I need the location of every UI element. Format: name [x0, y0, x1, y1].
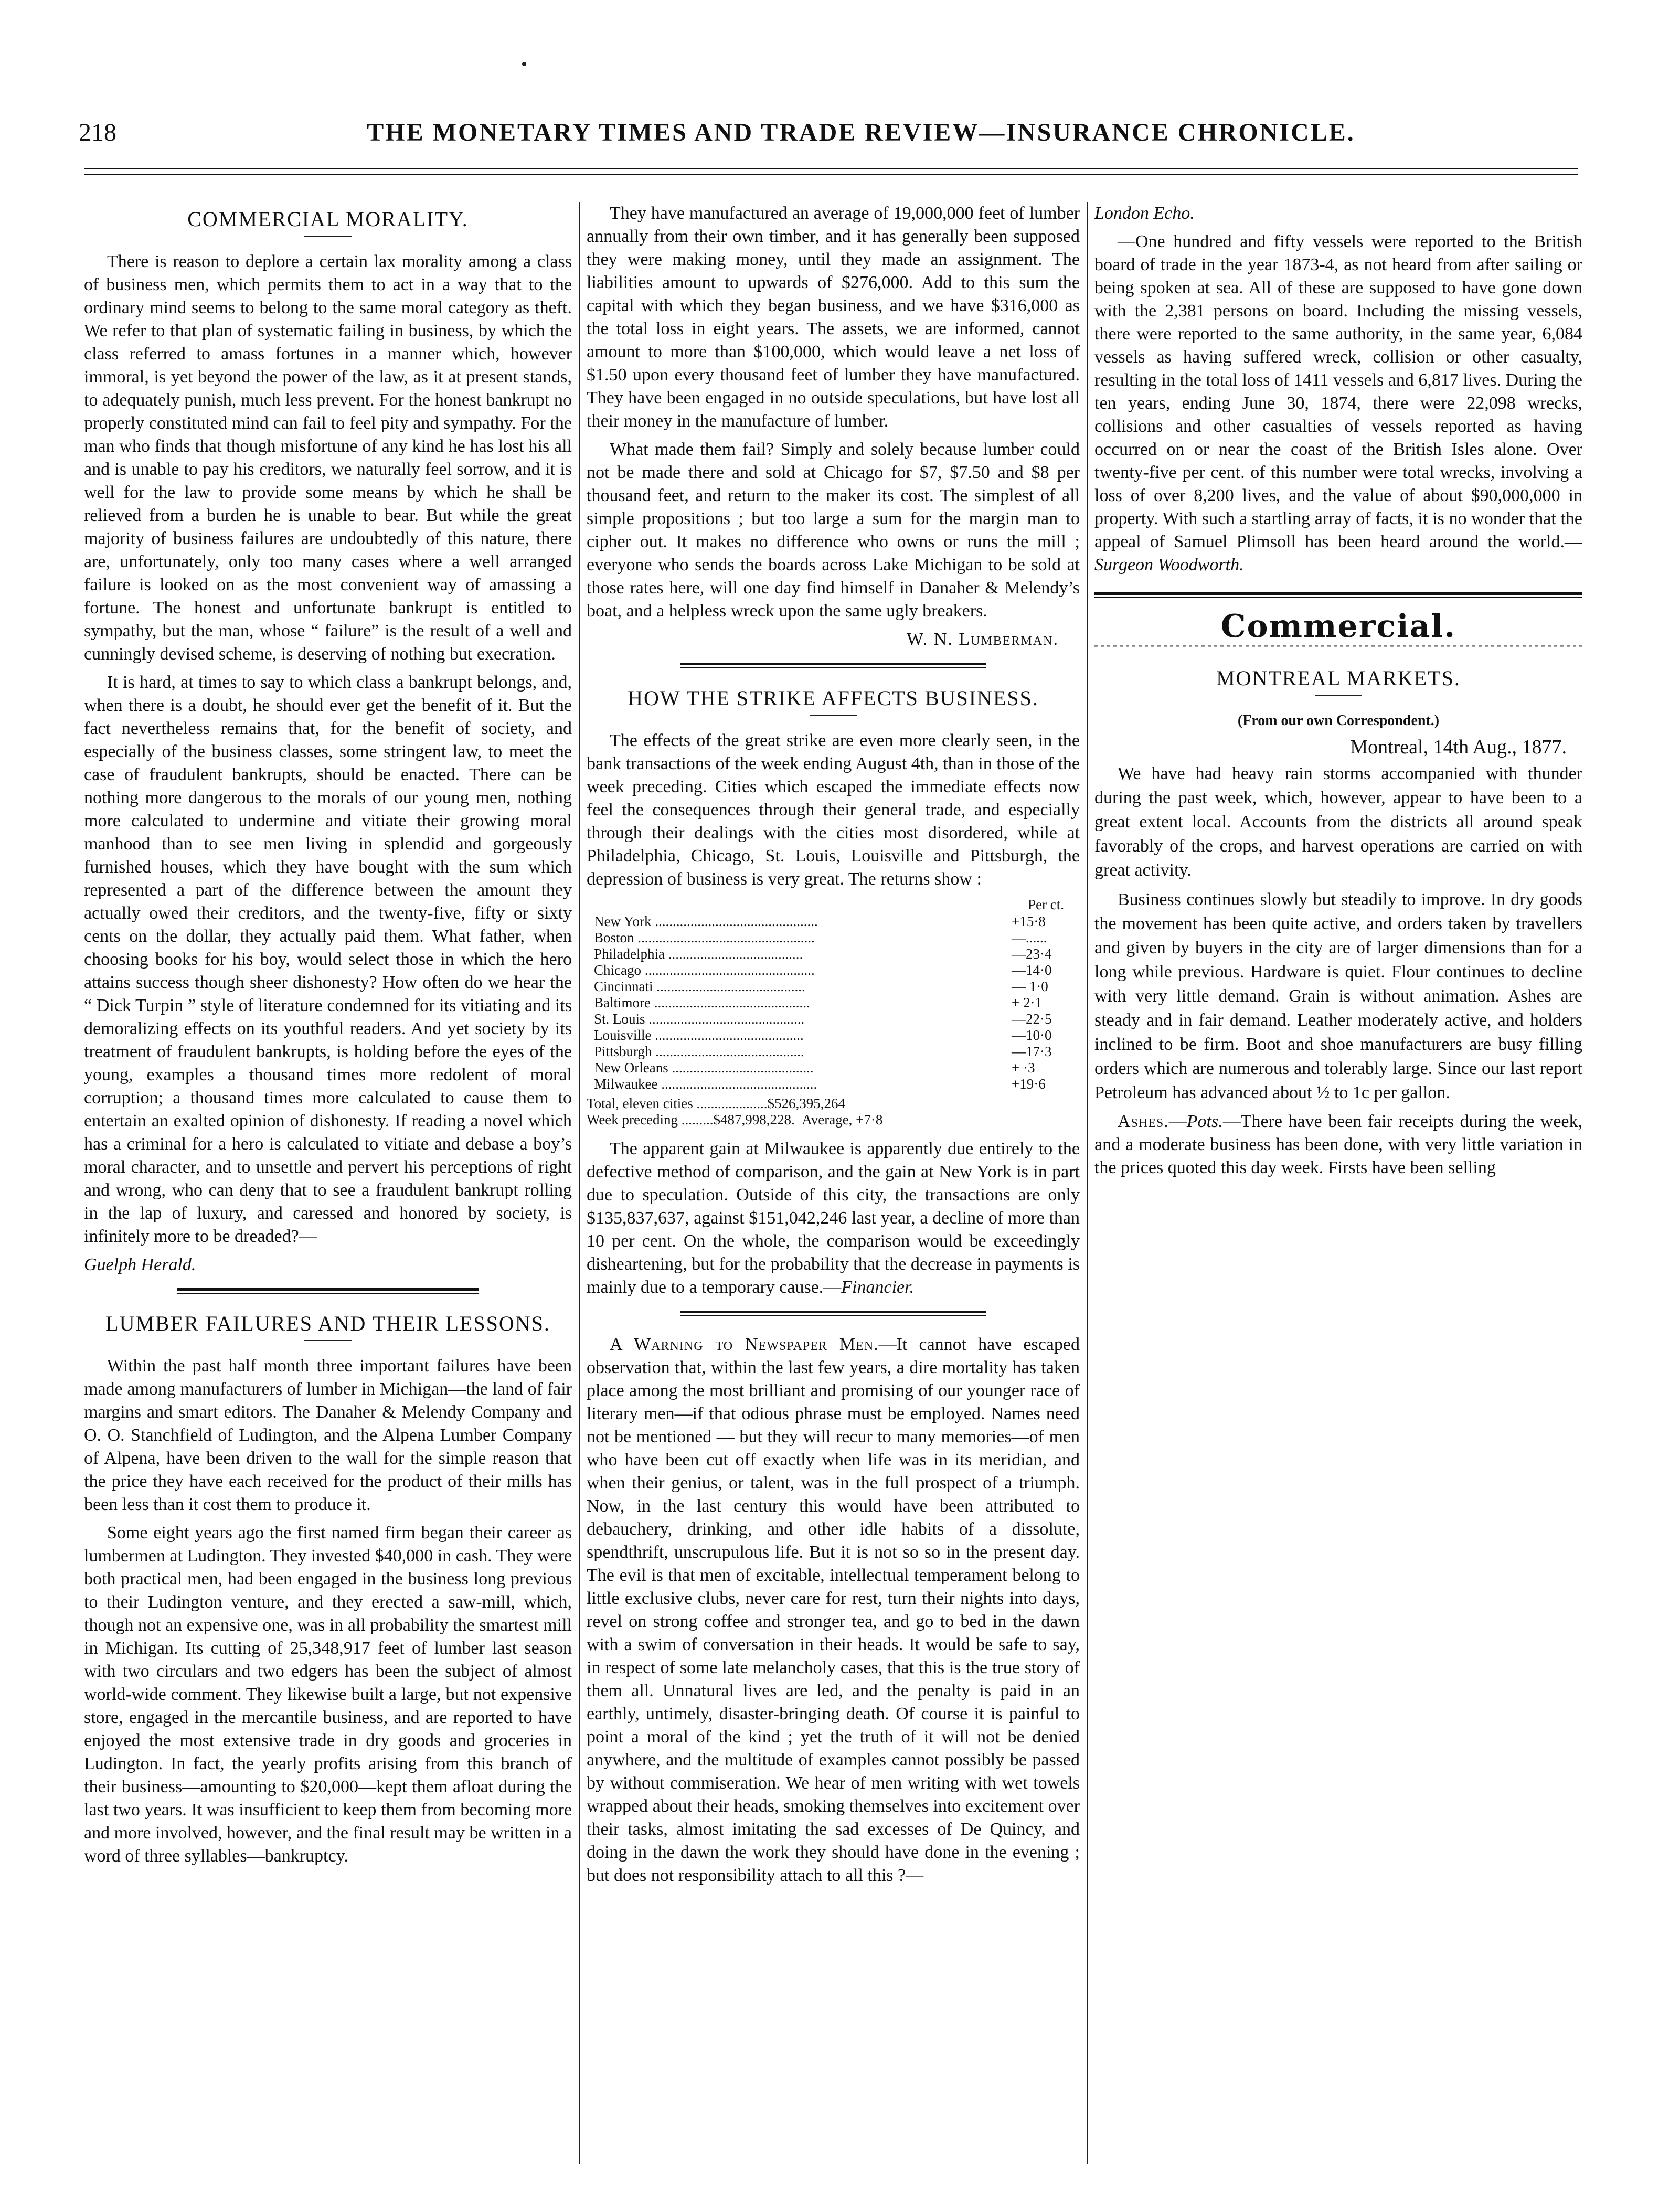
wavy-rule [1094, 645, 1582, 647]
percent-cell: —23·4 [1012, 946, 1052, 962]
table-row [587, 946, 1080, 962]
percent-cell: — 1·0 [1012, 978, 1048, 994]
paragraph-text: —One hundred and fifty vessels were reported to the British board of trade in the year 1873-4, as not heard from after sailing or being spoken at sea. All of these are supposed to have gone down with the 2,381 persons on board. Including the missing vessels, there were reported to the same authority, in the same year, 6,084 vessels as having suffered wreck, collision or other casualty, resulting in the total loss of 1411 vessels and 6,817 lives. During the ten years, ending June 30, 1874, there were 22,098 wrecks, collisions and other casualties of vessels reported as having occurred on or near the coast of the British Isles alone. Over twenty-five per cent. of this number were total wrecks, involving a loss of over 8,200 lives, and the value of about $90,000,000 in property. With such a startling array of facts, it is no wonder that the appeal of Samuel Plimsoll has been heard around the world.— [1094, 232, 1582, 551]
paragraph-text: The apparent gain at Milwaukee is apparently due entirely to the defective method of comparison, and the gain at New York is in part due to speculation. Outside of this city, the transactions are only $135,837,637, against $151,042,246 last year, a decline of more than 10 per cent. On the whole, the comparison would be exceedingly disheartening, but for the probability that the decrease in payments is mainly due to a temporary cause.— [587, 1139, 1080, 1297]
paragraph: We have had heavy rain storms accompanied with thunder during the past week, which, however, appear to have been to a great extent local. Accounts from the districts all around speak favorably of the crops, and harvest operations are carried on with great activity. [1094, 764, 1582, 880]
city-cell: New York .............................................. [594, 913, 818, 929]
percent-cell: —10·0 [1012, 1027, 1052, 1043]
section-rule [177, 1288, 480, 1294]
paragraph: They have manufactured an average of 19,000,000 feet of lumber annually from their own timber, and it has generally been supposed they were making money, until they made an assignment. The liabilities amount to upwards of $276,000. Add to this sum the capital with which they began business, and we have $316,000 as the total loss in eight years. The assets, we are informed, cannot amount to more than $100,000, which would leave a net loss of $1.50 upon every thousand feet of lumber they have manufactured. They have been engaged in no outside speculations, but have lost all their money in the manufacture of lumber. [587, 204, 1080, 431]
running-head: THE MONETARY TIMES AND TRADE REVIEW—INSURANCE CHRONICLE. [367, 119, 1355, 146]
commercial-heading: Commercial. [1220, 608, 1456, 645]
city-cell: Cincinnati .......................................... [594, 978, 805, 994]
percent-cell: +15·8 [1012, 913, 1046, 929]
table-row [587, 930, 1080, 946]
section-rule [680, 663, 986, 668]
article-title-lumber-failures: LUMBER FAILURES AND THEIR LESSONS. [105, 1312, 550, 1335]
city-cell: New Orleans ........................................ [594, 1060, 814, 1076]
page-header [79, 118, 1580, 160]
table-row [587, 1027, 1080, 1044]
returns-totals: Total, eleven cities .................... $526,395,264 Week preceding ......... $487,998,228. Average, +7·8 [587, 1096, 883, 1128]
city-cell: Louisville .......................................... [594, 1027, 804, 1043]
paragraph-text: —There have been fair receipts during the week, and a moderate business has been done, with very little variation in the prices quoted this day week. Firsts have been selling [1094, 1112, 1582, 1177]
print-speck [522, 62, 526, 66]
paragraph [587, 1137, 1080, 1299]
column-2 [587, 202, 1080, 2164]
city-cell: Philadelphia ...................................... [594, 946, 803, 962]
column-1 [84, 202, 572, 2164]
table-row [587, 1011, 1080, 1027]
city-cell: St. Louis ............................................ [594, 1011, 805, 1027]
signature: W. N. Lumberman. [906, 630, 1059, 649]
percent-cell: —22·5 [1012, 1011, 1052, 1027]
paragraph: Business continues slowly but steadily to improve. In dry goods the movement has been quite active, and orders taken by travellers and given by buyers in the city are of larger dimensions than for a long while previous. Hardware is quiet. Flour continues to decline with very little demand. Grain is without animation. Ashes are steady and in fair demand. Leather moderately active, and holders inclined to be firm. Boot and shoe manufacturers are busy filling orders which are numerous and tolerably large. Since our last report Petroleum has advanced about ½ to 1c per gallon. [1094, 890, 1582, 1102]
lead-in: Ashes. [1118, 1112, 1169, 1131]
percent-cell: + ·3 [1012, 1060, 1035, 1076]
total-value: $526,395,264 [767, 1096, 846, 1111]
paragraph: It is hard, at times to say to which class a bankrupt belongs, and, when there is a doubt, he should ever get the benefit of it. But the fact nevertheless remains that, for the benefit of society, and especially of the business classes, some stringent law, to meet the case of fraudulent bankrupts, should be enacted. There can be nothing more dangerous to the morals of our young men, nothing more calculated to undermine and vitiate their growing moral manhood than to see men living in splendid and gorgeously furnished houses, which they have bought with the sum which represented a part of the difference between the amount they actually owed their creditors, and the twenty-five, fifty or sixty cents on the dollar, they actually paid them. What father, when choosing books for his boy, would select those in which the hero attains success though sheer dishonesty? How often do we hear the “ Dick Turpin ” style of literature condemned for its vitiating and its demoralizing effects on its youthful readers. And yet society by its treatment of fraudulent bankrupts, is holding before the eyes of the young, examples a thousand times more redolent of moral corruption; a thousand times more calculated to cause them to entertain an exalted opinion of dishonesty. If reading a novel which has a criminal for a hero is calculated to vitiate and debase a boy’s moral character, and to unsettle and pervert his perceptions of right and wrong, who can deny that to see a fraudulent bankrupt rolling in the lap of luxury, and caressed and honored by society, is infinitely more to be dreaded?— [84, 673, 572, 1246]
city-cell: Boston .................................................. [594, 930, 815, 945]
city-cell: Milwaukee ............................................ [594, 1076, 817, 1092]
table-row [587, 1044, 1080, 1060]
article-title-montreal-markets: MONTREAL MARKETS. [1216, 666, 1461, 690]
paragraph-text: —It cannot have escaped observation that, within the last few years, a dire mortality has taken place among the most brilliant and promising of our younger race of literary men—if that odious phrase must be employed. Names need not be mentioned — but they will recur to many memories—of men who have been cut off exactly when life was in its meridian, and when their genius, or talent, was in the full prospect of a triumph. Now, in the last century this would have been attributed to debauchery, drinking, and other idle habits of a dissolute, spendthrift, unscrupulous life. But it is not so so in the present day. The evil is that men of excitable, intellectual temperament belong to little exclusive clubs, never care for rest, turn their nights into days, revel on strong coffee and stronger tea, and go to bed in the dawn with a swim of conversation in their heads. It would be safe to say, in respect of some late melancholy cases, that this is the true story of them all. Unnatural lives are led, and the penalty is paid in an earthly, untimely, disaster-bringing death. Of course it is painful to point a moral of the kind ; yet the truth of it will not be denied anywhere, and the multitude of examples cannot possibly be passed by without commiseration. We hear of men writing with wet towels wrapped about their heads, smoking themselves into excitement over their tasks, almost imitating the sad excesses of De Quincy, and doing in the dawn the work they should have done in the evening ; but does not responsibility attach to all this ?— [587, 1335, 1080, 1885]
title-dash [304, 1340, 352, 1341]
source-credit: Financier. [841, 1278, 915, 1297]
source-credit: London Echo. [1094, 204, 1195, 223]
source-credit: Surgeon Woodworth. [1094, 555, 1244, 575]
percent-cell: + 2·1 [1012, 995, 1042, 1011]
city-cell: Pittsburgh .......................................... [594, 1044, 804, 1059]
byline [587, 628, 1080, 651]
percent-cell: —14·0 [1012, 962, 1052, 978]
paragraph: Within the past half month three important failures have been made among manufacturers of lumber in Michigan—the land of fair margins and smart editors. The Danaher & Melendy Company and O. O. Stanchfield of Ludington, and the Alpena Lumber Company of Alpena, have been driven to the wall for the simple reason that the price they have each received for the product of their mills has been less than it cost them to produce it. [84, 1356, 572, 1514]
city-cell: Chicago ................................................ [594, 962, 815, 978]
table-row [587, 1060, 1080, 1076]
title-dash [810, 715, 857, 716]
dateline: Montreal, 14th Aug., 1877. [1350, 736, 1567, 758]
section-rule [680, 1311, 986, 1316]
column-divider [1087, 202, 1088, 2164]
paragraph: Some eight years ago the first named firm began their career as lumbermen at Ludington. They invested $40,000 in cash. They were both practical men, had been engaged in the business long previous to their Ludington venture, and they erected a saw-mill, which, though not an expensive one, was in all probability the smartest mill in Michigan. Its cutting of 25,348,917 feet of lumber last season with two circulars and two edgers has been the subject of almost world-wide comment. They likewise built a large, but not expensive store, engaged in the mercantile business, and are reported to have enjoyed the most extensive trade in dry goods and groceries in Ludington. In fact, the yearly profits arising from this branch of their business—amounting to $20,000—kept them afloat during the last two years. It was insufficient to keep them from becoming more and more involved, however, and the final result may be written in a word of three syllables—bankruptcy. [84, 1523, 572, 1866]
table-row [587, 913, 1080, 930]
total-label: Total, eleven cities [587, 1096, 693, 1111]
returns-table [587, 896, 1080, 1092]
paragraph [587, 1333, 1080, 1887]
correspondent-note: (From our own Correspondent.) [1237, 712, 1440, 729]
table-header: Per ct. [1028, 897, 1064, 912]
paragraph: The effects of the great strike are even more clearly seen, in the bank transactions of the week ending August 4th, than in those of the week preceding. Cities which escaped the immediate effects now feel the consequences through their general trade, and especially through their dealings with the cities most disordered, while at Philadelphia, Chicago, St. Louis, Louisville and Pittsburgh, the depression of business is very great. The returns show : [587, 731, 1080, 889]
percent-cell: —17·3 [1012, 1044, 1052, 1059]
percent-cell: —...... [1012, 930, 1047, 945]
article-title-commercial-morality: COMMERCIAL MORALITY. [187, 207, 469, 231]
average-value: +7·8 [856, 1112, 883, 1128]
table-row [587, 1076, 1080, 1092]
percent-cell: +19·6 [1012, 1076, 1046, 1092]
average-label: Average, [802, 1112, 853, 1128]
paragraph: What made them fail? Simply and solely because lumber could not be made there and sold at Chicago for $7, $7.50 and $8 per thousand feet, and return to the maker its cost. The simplest of all simple propositions ; but too large a sum for the margin man to cipher out. It makes no difference who owns or runs the mill ; everyone who sends the boards across Lake Michigan to be sold at those rates here, will one day find himself in Danaher & Melendy’s boat, and a helpless wreck upon the same ugly breakers. [587, 440, 1080, 621]
page-number: 218 [79, 119, 116, 146]
column-3 [1094, 202, 1582, 2164]
week-value: $487,998,228. [713, 1112, 795, 1128]
table-row [587, 962, 1080, 978]
section-rule [1094, 592, 1582, 598]
paragraph: There is reason to deplore a certain lax morality among a class of business men, which permits them to act in a way that to the ordinary mind seems to belong to the same moral category as theft. We refer to that plan of systematic failing in business, by which the class referred to amass fortunes in a manner which, however immoral, is yet beyond the power of the law, as it at present stands, to adequately punish, much less prevent. For the honest bankrupt no properly constituted mind can fail to feel pity and sympathy. For the man who finds that though misfortune of any kind he has lost his all and is unable to pay his creditors, we naturally feel sorrow, and it is well for the law to provide some means by which he shall be relieved from a burden he is unable to bear. But while the great majority of business failures are undoubtedly of this nature, there are, unfortunately, only too many cases where a well arranged failure is looked on as the most convenient way of amassing a fortune. The honest and unfortunate bankrupt is entitled to sympathy, but the man, whose “ failure” is the result of a well and cunningly devised scheme, is deserving of nothing but execration. [84, 252, 572, 664]
sub-lead: Pots. [1186, 1112, 1223, 1131]
table-row [587, 995, 1080, 1011]
article-title-strike: HOW THE STRIKE AFFECTS BUSINESS. [628, 686, 1039, 710]
title-dash [304, 236, 352, 237]
column-divider [579, 202, 580, 2164]
paragraph [1094, 230, 1582, 577]
lead-in: A Warning to Newspaper Men. [610, 1335, 879, 1354]
paragraph [1094, 202, 1582, 225]
table-row [587, 978, 1080, 995]
week-label: Week preceding [587, 1112, 678, 1128]
header-rules [84, 168, 1578, 180]
title-dash [1315, 695, 1362, 696]
paragraph: Ashes.—Pots.—There have been fair receipts during the week, and a moderate business has been done, with very little variation in the prices quoted this day week. Firsts have been selling [1094, 1112, 1582, 1177]
source-credit: Guelph Herald. [84, 1255, 196, 1274]
city-cell: Baltimore ............................................ [594, 995, 810, 1011]
